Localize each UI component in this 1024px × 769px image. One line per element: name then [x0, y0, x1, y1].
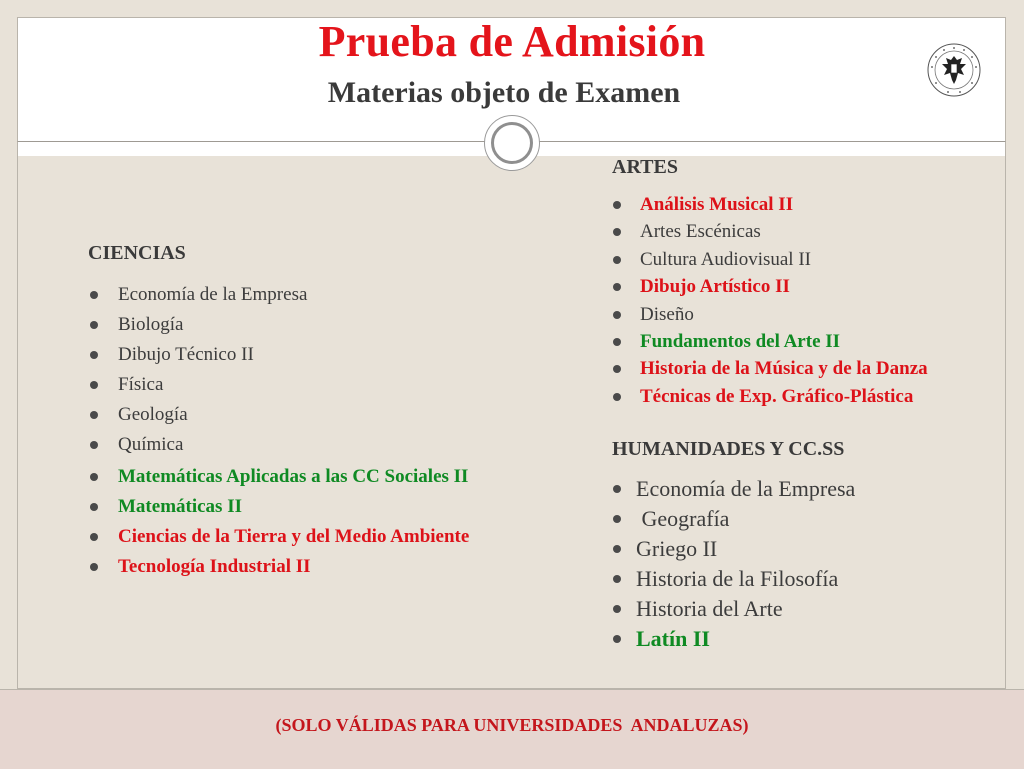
list-item: Artes Escénicas — [610, 218, 928, 245]
list-item: Historia de la Música y de la Danza — [610, 355, 928, 382]
bullet-icon — [613, 485, 621, 493]
list-item: Fundamentos del Arte II — [610, 328, 928, 355]
bullet-icon — [613, 545, 621, 553]
humanidades-heading: HUMANIDADES Y CC.SS — [612, 438, 845, 460]
university-seal-icon — [926, 42, 982, 98]
list-item: Geología — [88, 400, 469, 430]
artes-list — [610, 191, 928, 410]
bullet-icon — [90, 351, 98, 359]
list-item: Diseño — [610, 301, 928, 328]
bullet-icon — [613, 605, 621, 613]
page-title: Prueba de Admisión — [318, 17, 706, 66]
list-item: Historia de la Filosofía — [610, 564, 855, 594]
ciencias-heading: CIENCIAS — [88, 242, 186, 264]
list-item: Cultura Audiovisual II — [610, 246, 928, 273]
bullet-icon — [90, 291, 98, 299]
bullet-icon — [90, 321, 98, 329]
list-item: Dibujo Técnico II — [88, 340, 469, 370]
footer-note: (SOLO VÁLIDAS PARA UNIVERSIDADES ANDALUZAS) — [275, 715, 749, 735]
bullet-icon — [613, 256, 621, 264]
list-item: Griego II — [610, 534, 855, 564]
list-item: Análisis Musical II — [610, 191, 928, 218]
bullet-icon — [90, 441, 98, 449]
bullet-icon — [90, 381, 98, 389]
bullet-icon — [90, 563, 98, 571]
list-item: Historia del Arte — [610, 594, 855, 624]
list-item: Matemáticas II — [88, 492, 469, 522]
list-item: Ciencias de la Tierra y del Medio Ambiente — [88, 522, 469, 552]
ciencias-list — [88, 280, 469, 582]
page-subtitle: Materias objeto de Examen — [327, 76, 681, 109]
list-item: Economía de la Empresa — [610, 474, 855, 504]
decorative-ring-icon — [484, 115, 540, 171]
humanidades-list — [610, 474, 855, 654]
list-item: Química — [88, 430, 469, 460]
bullet-icon — [90, 503, 98, 511]
list-item: Geografía — [610, 504, 855, 534]
bullet-icon — [90, 411, 98, 419]
list-item: Física — [88, 370, 469, 400]
bullet-icon — [613, 338, 621, 346]
bullet-icon — [90, 533, 98, 541]
list-item: Dibujo Artístico II — [610, 273, 928, 300]
list-item: Latín II — [610, 624, 855, 654]
bullet-icon — [613, 283, 621, 291]
bullet-icon — [613, 575, 621, 583]
bullet-icon — [613, 393, 621, 401]
artes-heading: ARTES — [612, 156, 678, 178]
list-item: Tecnología Industrial II — [88, 552, 469, 582]
list-item: Técnicas de Exp. Gráfico-Plástica — [610, 383, 928, 410]
bullet-icon — [613, 365, 621, 373]
bullet-icon — [613, 311, 621, 319]
bullet-icon — [613, 515, 621, 523]
bullet-icon — [90, 473, 98, 481]
list-item: Economía de la Empresa — [88, 280, 469, 310]
bullet-icon — [613, 228, 621, 236]
list-item: Matemáticas Aplicadas a las CC Sociales II — [88, 462, 469, 492]
list-item: Biología — [88, 310, 469, 340]
bullet-icon — [613, 635, 621, 643]
bullet-icon — [613, 201, 621, 209]
